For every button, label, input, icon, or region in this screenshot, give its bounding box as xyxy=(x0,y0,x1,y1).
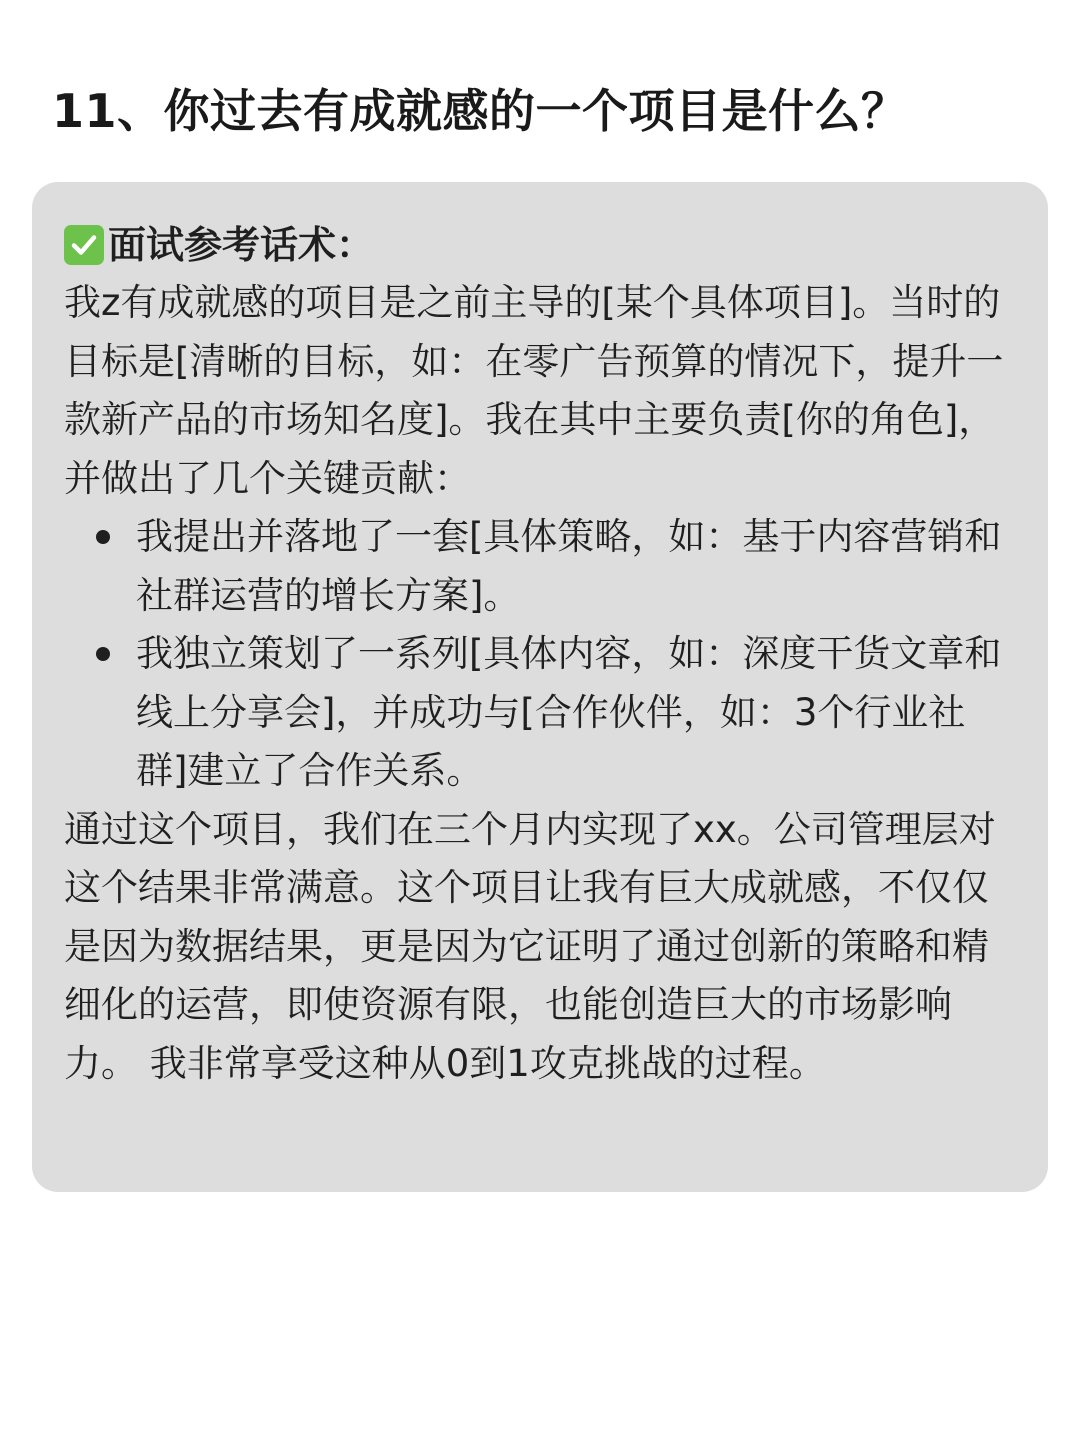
question-title: 11、你过去有成就感的一个项目是什么？ xyxy=(52,84,908,138)
answer-conclusion: 通过这个项目，我们在三个月内实现了xx。公司管理层对这个结果非常满意。这个项目让我有巨大成就感，不仅仅是因为数据结果，更是因为它证明了通过创新的策略和精细化的运营，即使资源有限，也能创造巨大的市场影响力。 我非常享受这种从0到1攻克挑战的过程。 xyxy=(64,807,996,1085)
bullet-dot xyxy=(96,647,110,661)
bullet-dot xyxy=(96,530,110,544)
answer-heading xyxy=(64,216,1008,274)
list-item-text: 我提出并落地了一套[具体策略，如：基于内容营销和社群运营的增长方案]。 xyxy=(136,515,1002,617)
list-item xyxy=(64,508,1008,625)
list-item xyxy=(64,625,1008,801)
answer-intro: 我z有成就感的项目是之前主导的[某个具体项目]。当时的目标是[清晰的目标，如：在零广告预算的情况下，提升一款新产品的市场知名度]。我在其中主要负责[你的角色]，并做出了几个关键贡献： xyxy=(64,281,1004,500)
list-item-text: 我独立策划了一系列[具体内容，如：深度干货文章和线上分享会]，并成功与[合作伙伴，如：3个行业社群]建立了合作关系。 xyxy=(136,632,1002,792)
contribution-list xyxy=(64,508,1008,801)
answer-heading-text: 面试参考话术： xyxy=(108,223,375,267)
answer-card xyxy=(32,182,1048,1192)
check-mark-icon xyxy=(64,225,104,265)
